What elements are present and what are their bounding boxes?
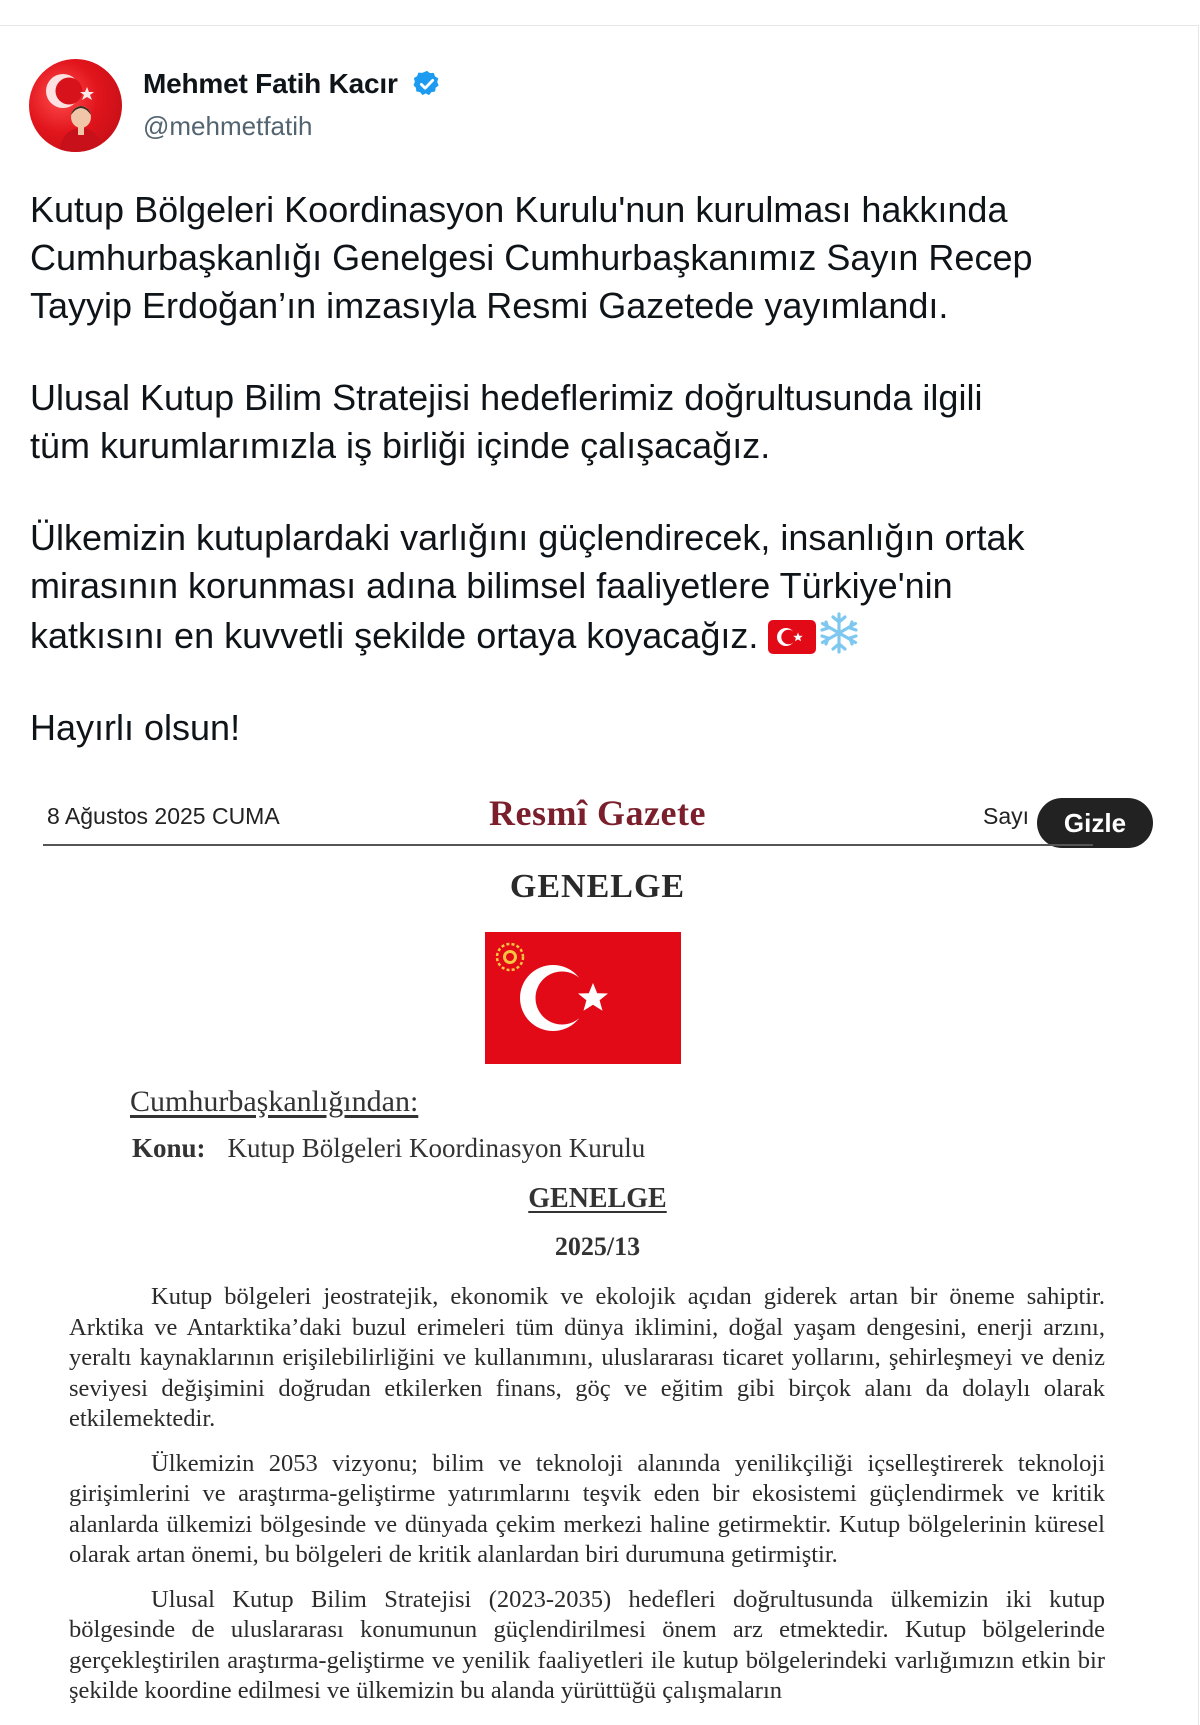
circular-paragraph-3: Ulusal Kutup Bilim Stratejisi (2023-2035) hedefleri doğrultusunda ülkemizin iki kutup bölgesinde de uluslararası konumunun güçlendirilmesi önem arz etmektedir. Kutup bölgelerinde gerçekleştirilen araştırma-geliştirme ve yenilik faaliyetleri ile kutup bölgelerindeki varlığımızın etkin bir şekilde koordine edilmesi ve ülkemizin bu alanda yürüttüğü çalışmaların — [69, 1585, 1105, 1704]
author-name-row — [143, 66, 442, 102]
tweet-paragraph-4: Hayırlı olsun! — [30, 707, 241, 748]
circular-paragraph-2: Ülkemizin 2053 vizyonu; bilim ve teknoloji alanında yenilikçiliği içselleştirerek teknoloji girişimlerini ve araştırma-geliştirme yatırımlarını teşvik eden bir ekosistemi güçlendirmek ve kritik alanlarda ülkemizi bölgesinde ve dünyada çekim merkezi haline getirmektir. Kutup bölgelerinin küresel olarak artan önemi, bu bölgeleri de kritik alanlardan biri durumuna getirmiştir. — [69, 1449, 1105, 1568]
subject-label: Konu: — [132, 1133, 206, 1163]
circular-paragraph-1: Kutup bölgeleri jeostratejik, ekonomik ve ekolojik açıdan giderek artan bir öneme sahiptir. Arktika ve Antarktika’daki buzul erimeleri tüm dünya iklimini, doğal yaşam dengesini, enerji arzını, yeraltı kaynaklarının erişilebilirliğini ve kullanımını, uluslararası ticaret yollarını, şehirleşmeyi ve deniz seviyesi değişimini doğrudan etkilerken finans, göç ve eğitim gibi birçok alanı da dolaylı olarak etkilemektedir. — [69, 1283, 1105, 1432]
circular-number: 2025/13 — [554, 1232, 641, 1261]
turkey-flag-emoji-icon — [768, 620, 816, 654]
tweet-paragraph-2: Ulusal Kutup Bilim Stratejisi hedeflerimiz doğrultusunda ilgili tüm kurumlarımızla iş birliği içinde çalışacağız. — [30, 377, 983, 466]
author-avatar[interactable] — [29, 59, 122, 152]
tweet-paragraph-3-text: Ülkemizin kutuplardaki varlığını güçlendirecek, insanlığın ortak mirasının korunması adına bilimsel faaliyetlere Türkiye'nin katkısını en kuvvetli şekilde ortaya koyacağız. — [30, 517, 1025, 656]
snowflake-emoji-icon — [816, 610, 862, 656]
issuer-line: Cumhurbaşkanlığından: — [130, 1085, 419, 1118]
attached-image[interactable] — [30, 775, 1165, 1725]
gazette-date: 8 Ağustos 2025 CUMA — [47, 803, 280, 829]
subject-text: Kutup Bölgeleri Koordinasyon Kurulu — [227, 1133, 646, 1163]
tweet-paragraph-3 — [30, 514, 1180, 660]
masthead-divider — [43, 844, 1093, 846]
tweet-paragraph-1: Kutup Bölgeleri Koordinasyon Kurulu'nun kurulması hakkında Cumhurbaşkanlığı Genelgesi Cumhurbaşkanımız Sayın Recep Tayyip Erdoğan’ın imzasıyla Resmi Gazetede yayımlandı. — [30, 189, 1033, 326]
verified-badge-icon — [412, 69, 442, 99]
author-display-name[interactable]: Mehmet Fatih Kacır — [143, 68, 398, 99]
gazette-masthead: Resmî Gazete — [489, 793, 706, 833]
subject-line — [132, 1133, 645, 1164]
avatar-photo-icon — [29, 59, 122, 152]
circular-body — [69, 1282, 1105, 1721]
gazette-heading: GENELGE — [509, 868, 686, 905]
tweet-text — [30, 186, 1180, 752]
author-handle[interactable]: @mehmetfatih — [143, 111, 313, 141]
presidential-flag-icon — [485, 932, 681, 1064]
gazette-issue-label: Sayı — [983, 803, 1030, 829]
top-strip — [0, 0, 1200, 25]
circular-title: GENELGE — [528, 1183, 667, 1214]
hide-button[interactable]: Gizle — [1037, 798, 1153, 848]
